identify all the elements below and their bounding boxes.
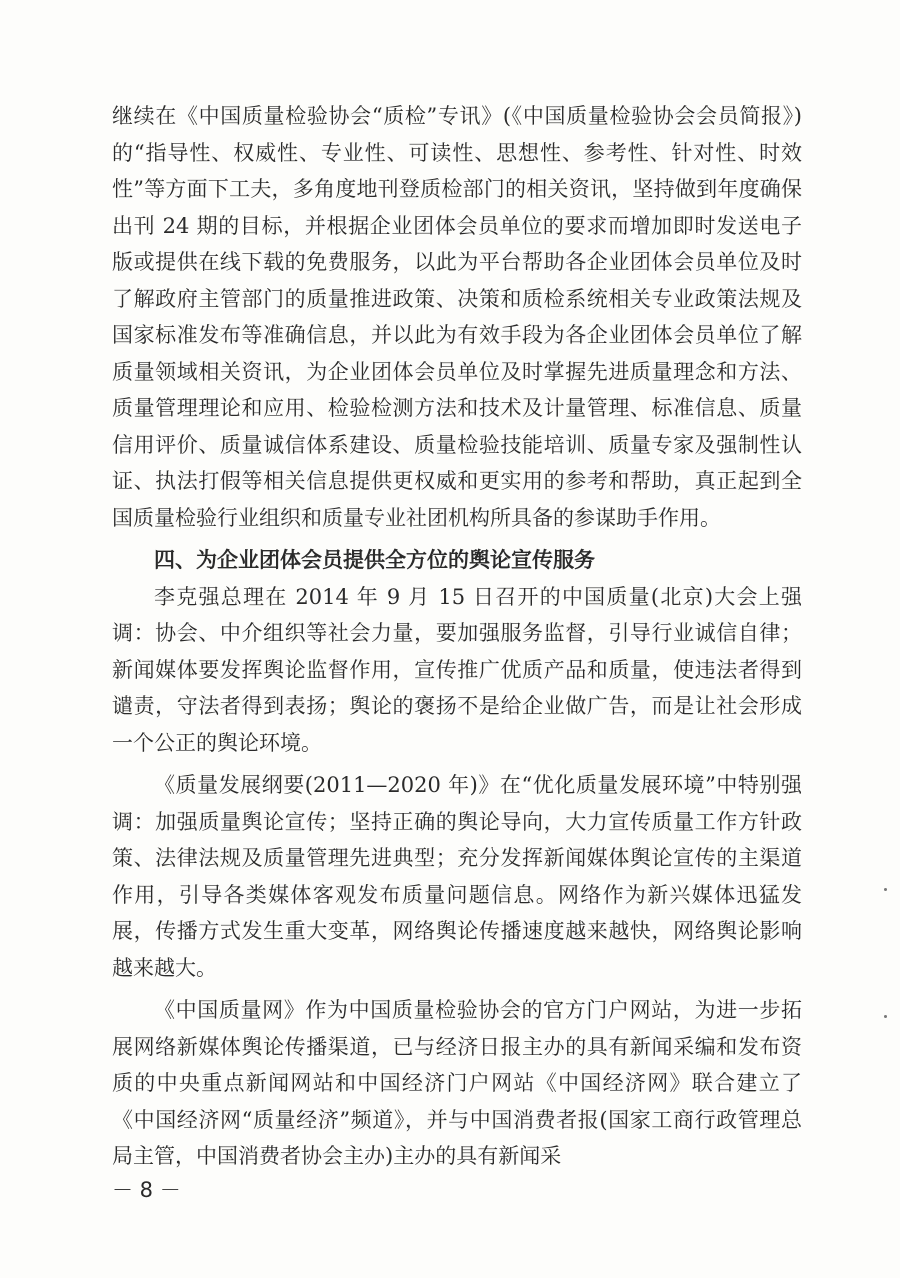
page-number: － 8 － <box>112 1178 181 1202</box>
scan-speck <box>884 888 887 891</box>
paragraph-premier-speech: 李克强总理在 2014 年 9 月 15 日召开的中国质量(北京)大会上强调：协会、中介组织等社会力量，要加强服务监督，引导行业诚信自律；新闻媒体要发挥舆论监督作用，宣传推广优质产品和质量，使违法者得到谴责，守法者得到表扬；舆论的褒扬不是给企业做广告，而是让社会形成一个公正的舆论环境。 <box>112 584 802 755</box>
paragraph-quality-network: 《中国质量网》作为中国质量检验协会的官方门户网站，为进一步拓展网络新媒体舆论传播渠道，已与经济日报主办的具有新闻采编和发布资质的中央重点新闻网站和中国经济门户网站《中国经济网》联合建立了《中国经济网“质量经济”频道》，并与中国消费者报(国家工商行政管理总局主管，中国消费者协会主办)主办的具有新闻采 <box>112 998 802 1168</box>
document-body <box>112 98 802 1175</box>
scan-speck <box>884 1015 887 1018</box>
paragraph-quality-outline: 《质量发展纲要(2011—2020 年)》在“优化质量发展环境”中特别强调：加强质量舆论宣传；坚持正确的舆论导向，大力宣传质量工作方针政策、法律法规及质量管理先进典型；充分发挥新闻媒体舆论宣传的主渠道作用，引导各类媒体客观发布质量问题信息。网络作为新兴媒体迅猛发展，传播方式发生重大变革，网络舆论传播速度越来越快，网络舆论影响越来越大。 <box>112 773 802 980</box>
section-heading: 四、为企业团体会员提供全方位的舆论宣传服务 <box>154 548 595 572</box>
paragraph-continuation: 继续在《中国质量检验协会“质检”专讯》(《中国质量检验协会会员简报》)的“指导性、权威性、专业性、可读性、思想性、参考性、针对性、时效性”等方面下工夫，多角度地刊登质检部门的相关资讯，坚持做到年度确保出刊 24 期的目标，并根据企业团体会员单位的要求而增加即时发送电子版或提供在线下载的免费服务，以此为平台帮助各企业团体会员单位及时了解政府主管部门的质量推进政策、决策和质检系统相关专业政策法规及国家标准发布等准确信息，并以此为有效手段为各企业团体会员单位了解质量领域相关资讯，为企业团体会员单位及时掌握先进质量理念和方法、质量管理理论和应用、检验检测方法和技术及计量管理、标准信息、质量信用评价、质量诚信体系建设、质量检验技能培训、质量专家及强制性认证、执法打假等相关信息提供更权威和更实用的参考和帮助，真正起到全国质量检验行业组织和质量专业社团机构所具备的参谋助手作用。 <box>112 104 802 530</box>
